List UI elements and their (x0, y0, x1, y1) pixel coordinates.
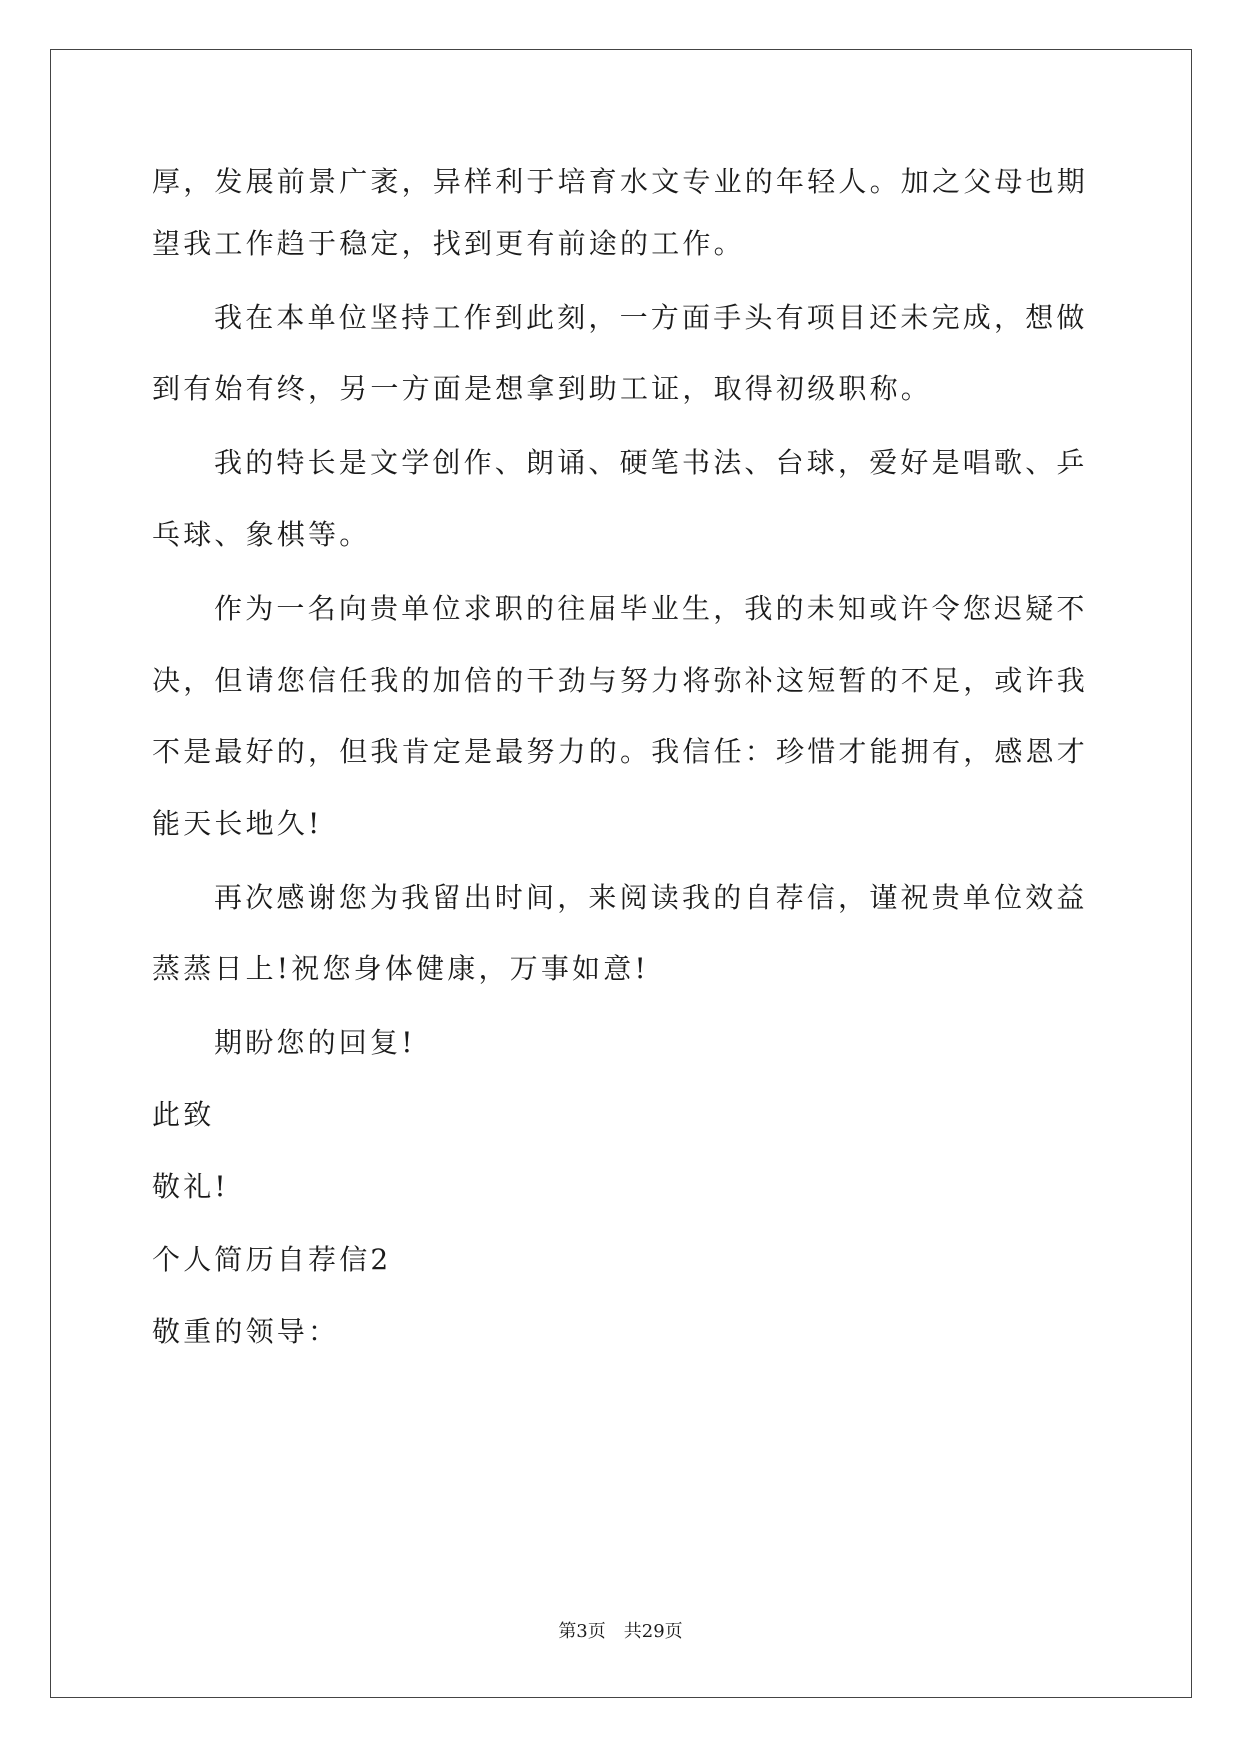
section-title: 个人简历自荐信2 (152, 1243, 392, 1276)
page-number: 第3页 共29页 (558, 1621, 683, 1642)
text-line: 决，但请您信任我的加倍的干劲与努力将弥补这短暂的不足，或许我 (152, 664, 1089, 697)
paragraph-start-line: 期盼您的回复! (214, 1026, 416, 1059)
closing-line: 此致 (152, 1098, 215, 1131)
text-line: 到有始有终，另一方面是想拿到助工证，取得初级职称。 (152, 372, 933, 405)
paragraph-start-line: 我在本单位坚持工作到此刻，一方面手头有项目还未完成，想做 (214, 301, 1088, 334)
paragraph-start-line: 再次感谢您为我留出时间，来阅读我的自荐信，谨祝贵单位效益 (214, 881, 1088, 914)
text-line: 乓球、象棋等。 (152, 518, 371, 551)
text-line: 蒸蒸日上!祝您身体健康，万事如意! (152, 952, 649, 985)
salutation-line: 敬重的领导： (152, 1315, 340, 1348)
text-line: 不是最好的，但我肯定是最努力的。我信任：珍惜才能拥有，感恩才 (152, 735, 1089, 768)
text-line: 厚，发展前景广袤，异样利于培育水文专业的年轻人。加之父母也期 (152, 165, 1089, 198)
text-line: 望我工作趋于稳定，找到更有前途的工作。 (152, 227, 745, 260)
paragraph-start-line: 我的特长是文学创作、朗诵、硬笔书法、台球，爱好是唱歌、乒 (214, 446, 1088, 479)
paragraph-start-line: 作为一名向贵单位求职的往届毕业生，我的未知或许令您迟疑不 (214, 592, 1088, 625)
closing-line: 敬礼! (152, 1170, 229, 1203)
page-border (50, 49, 1192, 1698)
text-line: 能天长地久! (152, 807, 323, 840)
